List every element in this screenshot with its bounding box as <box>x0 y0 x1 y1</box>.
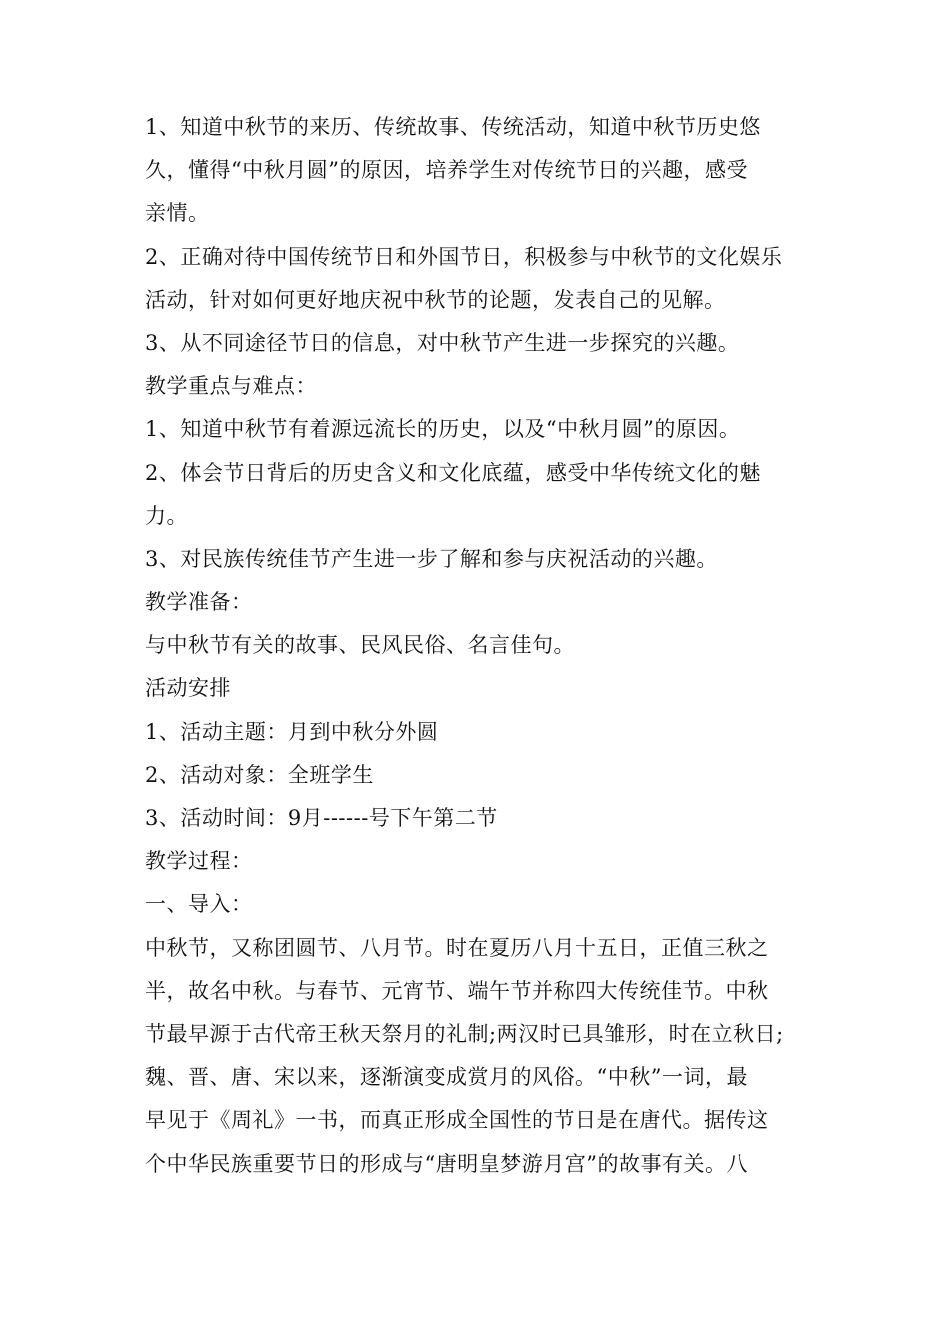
text-line: 魏、晋、唐、宋以来，逐渐演变成赏月的风俗。“中秋”一词，最 <box>145 1065 748 1090</box>
text-line: 亲情。 <box>145 201 210 226</box>
text-line: 节最早源于古代帝王秋天祭月的礼制;两汉时已具雏形，时在立秋日; <box>145 1021 784 1046</box>
section-heading: 教学重点与难点： <box>145 374 317 399</box>
text-line: 2、体会节日背后的历史含义和文化底蕴，感受中华传统文化的魅 <box>145 460 761 485</box>
text-line: 活动，针对如何更好地庆祝中秋节的论题，发表自己的见解。 <box>145 287 726 312</box>
text-line: 3、对民族传统佳节产生进一步了解和参与庆祝活动的兴趣。 <box>145 546 718 571</box>
text-line: 久，懂得“中秋月圆”的原因，培养学生对传统节日的兴趣，感受 <box>145 158 748 183</box>
text-line: 3、活动时间：9月------号下午第二节 <box>145 806 498 830</box>
text-line: 3、从不同途径节日的信息，对中秋节产生进一步探究的兴趣。 <box>145 330 740 355</box>
section-heading: 教学准备： <box>145 590 253 615</box>
text-line: 与中秋节有关的故事、民风民俗、名言佳句。 <box>145 633 575 658</box>
section-heading: 一、导入： <box>145 892 253 917</box>
document-body <box>145 106 825 1186</box>
section-heading: 活动安排 <box>145 676 231 701</box>
text-line: 1、活动主题：月到中秋分外圆 <box>145 719 439 744</box>
text-line: 中秋节，又称团圆节、八月节。时在夏历八月十五日，正值三秋之 <box>145 935 769 960</box>
text-line: 半，故名中秋。与春节、元宵节、端午节并称四大传统佳节。中秋 <box>145 978 769 1003</box>
text-line: 2、活动对象：全班学生 <box>145 762 374 787</box>
text-line: 力。 <box>145 503 188 528</box>
text-line: 个中华民族重要节日的形成与“唐明皇梦游月宫”的故事有关。八 <box>145 1151 748 1176</box>
text-line: 早见于《周礼》一书，而真正形成全国性的节日是在唐代。据传这 <box>145 1108 769 1133</box>
section-heading: 教学过程： <box>145 849 253 874</box>
text-line: 2、正确对待中国传统节日和外国节日，积极参与中秋节的文化娱乐 <box>145 244 783 269</box>
text-line: 1、知道中秋节的来历、传统故事、传统活动，知道中秋节历史悠 <box>145 115 761 139</box>
text-line: 1、知道中秋节有着源远流长的历史，以及“中秋月圆”的原因。 <box>145 417 741 442</box>
